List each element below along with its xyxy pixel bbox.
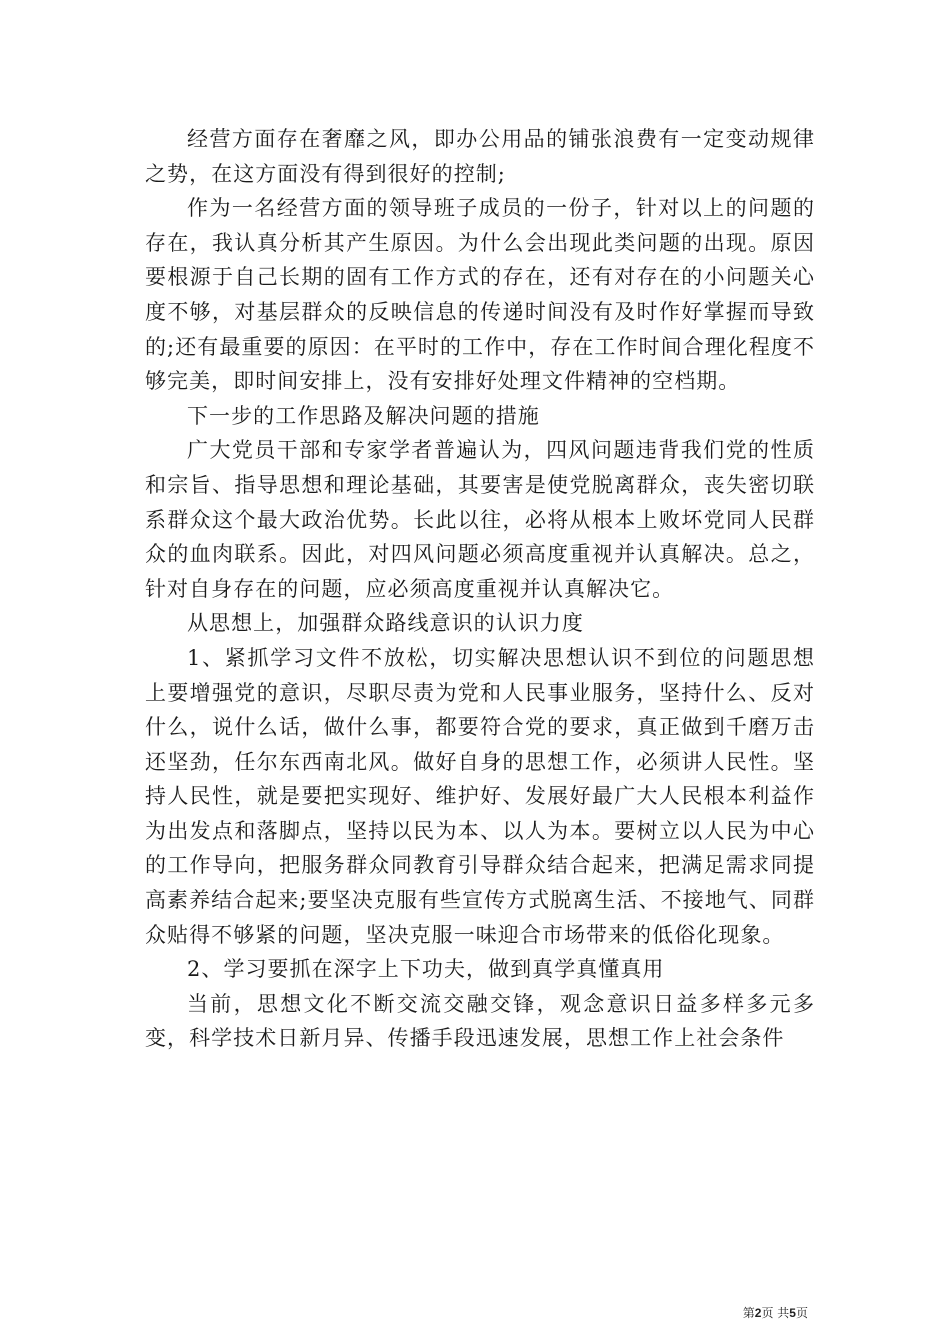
footer-middle: 页 共 (761, 1306, 790, 1320)
footer-current-page: 2 (754, 1306, 762, 1320)
footer-prefix: 第 (742, 1306, 755, 1320)
footer-total-pages: 5 (789, 1306, 796, 1320)
paragraph-2: 作为一名经营方面的领导班子成员的一份子，针对以上的问题的存在，我认真分析其产生原因。为什么会出现此类问题的出现。原因要根源于自己长期的固有工作方式的存在，还有对存在的小问题关心度不够，对基层群众的反映信息的传递时间没有及时作好掌握而导致的;还有最重要的原因：在平时的工作中，存在工作时间合理化程度不够完美，即时间安排上，没有安排好处理文件精神的空档期。 (145, 196, 815, 394)
paragraph-item-1: 1、紧抓学习文件不放松，切实解决思想认识不到位的问题思想上要增强党的意识，尽职尽责为党和人民事业服务，坚持什么、反对什么，说什么话，做什么事，都要符合党的要求，真正做到千磨万击还坚劲，任尔东西南北风。做好自身的思想工作，必须讲人民性。坚持人民性，就是要把实现好、维护好、发展好最广大人民根本利益作为出发点和落脚点，坚持以民为本、以人为本。要树立以人民为中心的工作导向，把服务群众同教育引导群众结合起来，把满足需求同提高素养结合起来;要坚决克服有些宣传方式脱离生活、不接地气、同群众贴得不够紧的问题，坚决克服一味迎合市场带来的低俗化现象。 (145, 645, 815, 947)
section-heading-item-2: 2、学习要抓在深字上下功夫，做到真学真懂真用 (187, 957, 665, 982)
section-heading-next-steps: 下一步的工作思路及解决问题的措施 (187, 403, 540, 428)
paragraph-4: 当前，思想文化不断交流交融交锋，观念意识日益多样多元多变，科学技术日新月异、传播手段迅速发展，思想工作上社会条件 (145, 991, 815, 1051)
document-body (145, 122, 815, 1056)
paragraph-3: 广大党员干部和专家学者普遍认为，四风问题违背我们党的性质和宗旨、指导思想和理论基础，其要害是使党脱离群众，丧失密切联系群众这个最大政治优势。长此以往，必将从根本上败坏党同人民群众的血肉联系。因此，对四风问题必须高度重视并认真解决。总之，针对自身存在的问题，应必须高度重视并认真解决它。 (145, 438, 815, 601)
paragraph-1: 经营方面存在奢靡之风，即办公用品的铺张浪费有一定变动规律之势，在这方面没有得到很好的控制; (145, 127, 815, 186)
page-number-footer (743, 1305, 808, 1321)
footer-suffix: 页 (795, 1306, 808, 1320)
section-heading-ideology: 从思想上，加强群众路线意识的认识力度 (187, 611, 584, 636)
